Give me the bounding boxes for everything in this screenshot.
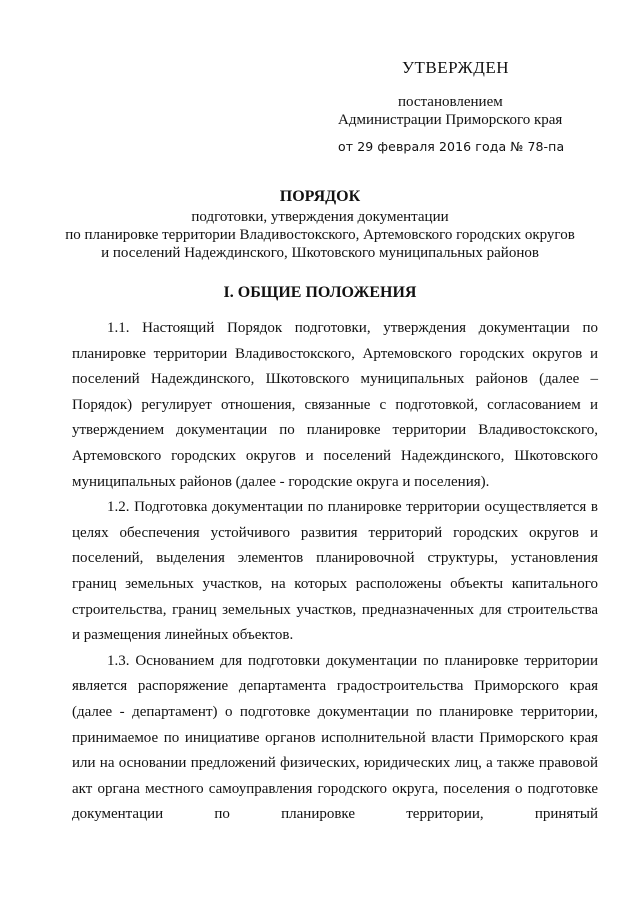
approval-title: УТВЕРЖДЕН (402, 58, 509, 77)
subtitle-line: по планировке территории Владивостокского, Артемовского городских округов (65, 227, 575, 243)
section-heading: I. ОБЩИЕ ПОЛОЖЕНИЯ (223, 284, 417, 301)
approval-line-2: Администрации Приморского края (338, 112, 563, 128)
subtitle-line: и поселений Надеждинского, Шкотовского муниципальных районов (101, 245, 539, 261)
paragraph-1-1: 1.1. Настоящий Порядок подготовки, утверждения документации по планировке территории Владивостокского, Артемовского городских округов и поселений Надеждинского, Шкотовского муниципальных районов (далее – Порядок) регулирует отношения, связанные с подготовкой, согласованием и утверждением документации по планировке территории Владивостокского, Артемовского городских округов и поселений Надеждинского, Шкотовского муниципальных районов (далее - городские округа и поселения). (72, 320, 598, 490)
paragraph-1-2: 1.2. Подготовка документации по планировке территории осуществляется в целях обеспечения устойчивого развития территорий городских округов и поселений, выделения элементов планировочной структуры, установления границ земельных участков, на которых расположены объекты капитального строительства, границ земельных участков, предназначенных для строительства и размещения линейных объектов. (72, 499, 598, 644)
document-subtitle (0, 208, 640, 262)
subtitle-line: подготовки, утверждения документации (191, 209, 449, 225)
body-text (72, 316, 598, 828)
approval-date-number: от 29 февраля 2016 года № 78-па (338, 139, 565, 154)
paragraph-1-3: 1.3. Основанием для подготовки документации по планировке территории является распоряжение департамента градостроительства Приморского края (далее - департамент) о подготовке документации по планировке территории, принимаемое по инициативе органов исполнительной власти Приморского края или на основании предложений физических, юридических лиц, а также правовой акт органа местного самоуправления городского округа, поселения о подготовке документации по планировке территории, принятый (72, 652, 598, 823)
approval-line-1: постановлением (398, 94, 503, 110)
document-title: ПОРЯДОК (279, 188, 361, 205)
